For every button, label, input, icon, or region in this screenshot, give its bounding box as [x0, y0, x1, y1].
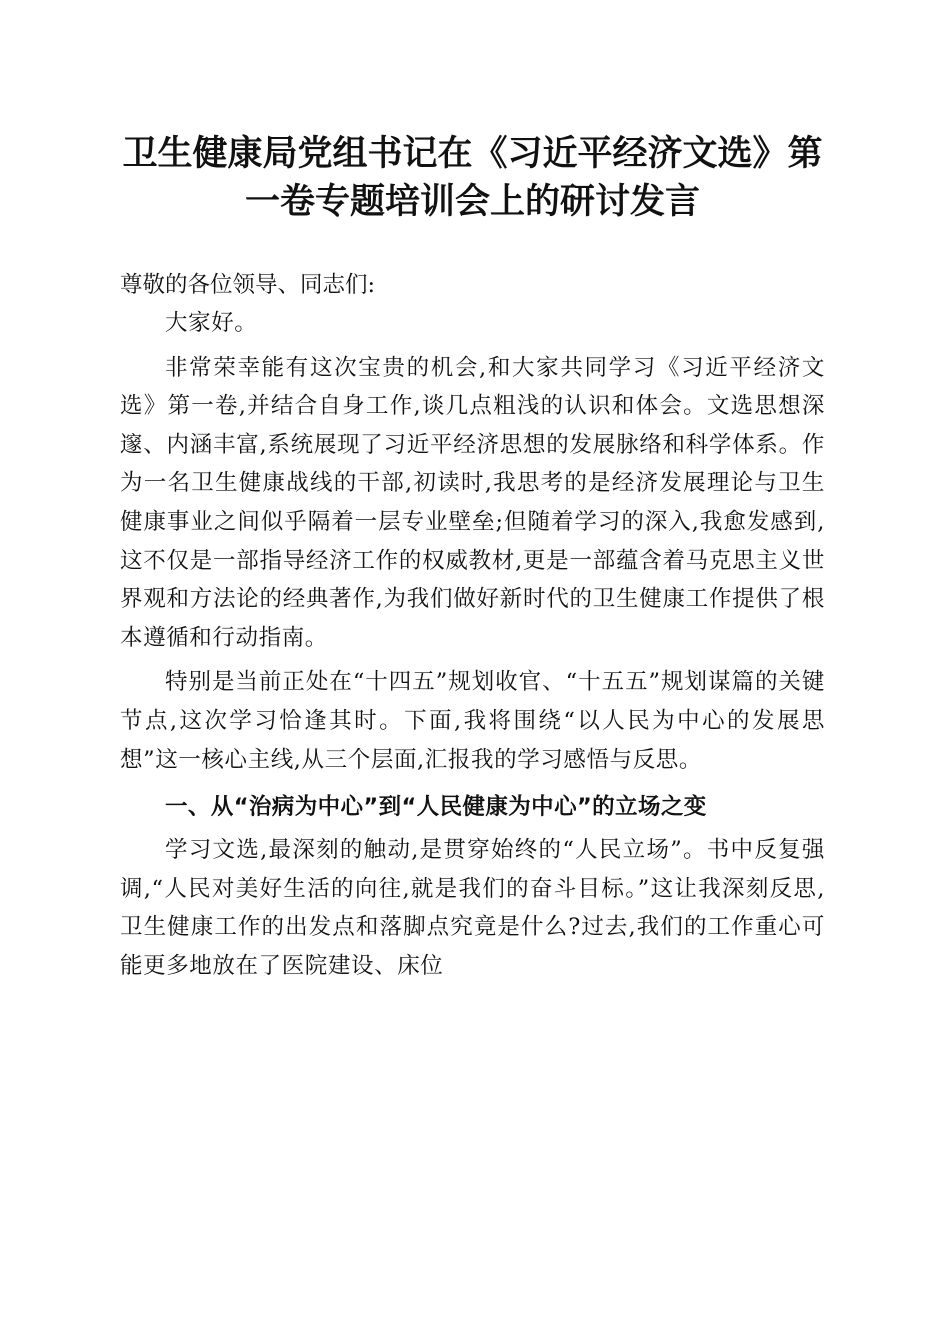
section-1-paragraph: 学习文选,最深刻的触动,是贯穿始终的“人民立场”。书中反复强调,“人民对美好生活的向往,就是我们的奋斗目标。”这让我深刻反思,卫生健康工作的出发点和落脚点究竟是什么?过去,我们的工作重心可能更多地放在了医院建设、床位: [120, 837, 825, 979]
greeting: 大家好。: [165, 310, 258, 336]
section-1-heading: 一、从“治病为中心”到“人民健康为中心”的立场之变: [165, 794, 707, 821]
paragraph-intro: 非常荣幸能有这次宝贵的机会,和大家共同学习《习近平经济文选》第一卷,并结合自身工作,谈几点粗浅的认识和体会。文选思想深邃、内涵丰富,系统展现了习近平经济思想的发展脉络和科学体系。作为一名卫生健康战线的干部,初读时,我思考的是经济发展理论与卫生健康事业之间似乎隔着一层专业壁垒;但随着学习的深入,我愈发感到,这不仅是一部指导经济工作的权威教材,更是一部蕴含着马克思主义世界观和方法论的经典著作,为我们做好新时代的卫生健康工作提供了根本遵循和行动指南。: [120, 354, 825, 651]
title-line-2: 一卷专题培训会上的研讨发言: [244, 181, 700, 222]
document-title: [120, 130, 825, 226]
title-line-1: 卫生健康局党组书记在《习近平经济文选》第: [122, 133, 823, 174]
salutation: 尊敬的各位领导、同志们:: [120, 272, 376, 298]
document-page: [120, 130, 825, 986]
document-body: [120, 266, 825, 986]
paragraph-outline: 特别是当前正处在“十四五”规划收官、“十五五”规划谋篇的关键节点,这次学习恰逢其时。下面,我将围绕“以人民为中心的发展思想”这一核心主线,从三个层面,汇报我的学习感悟与反思。: [120, 669, 825, 773]
